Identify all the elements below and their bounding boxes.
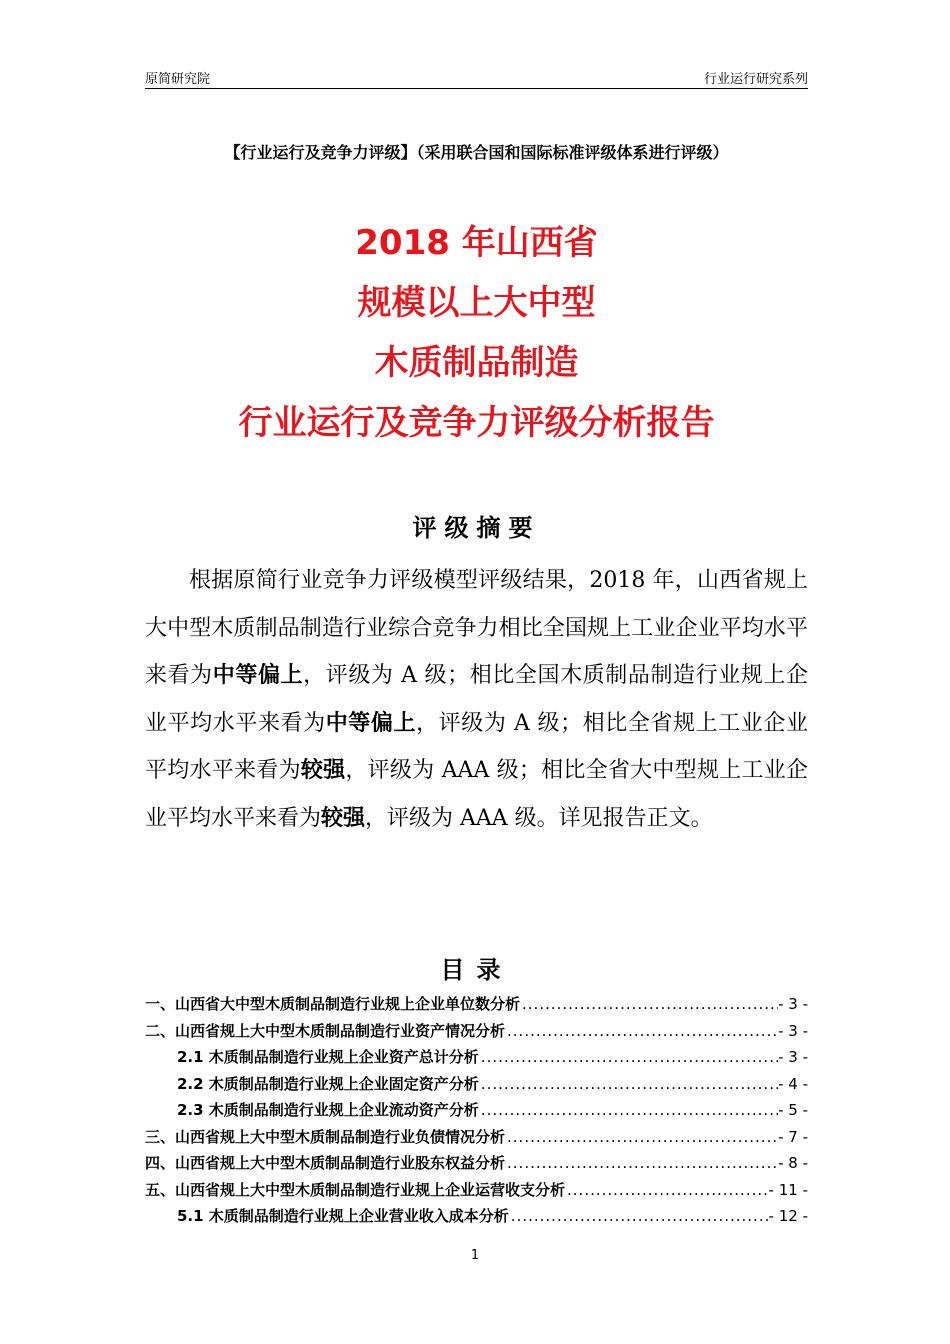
toc-item-page: - 5 - [778, 1101, 808, 1119]
toc-item-label: 2.2 木质制品制造行业规上企业固定资产分析 [177, 1074, 479, 1093]
toc-leader-dots [479, 1097, 778, 1124]
toc-item-page: - 8 - [778, 1154, 808, 1172]
page-header [145, 64, 808, 89]
toc-item-page: - 3 - [778, 1048, 808, 1066]
summary-heading: 评级摘要 [412, 514, 541, 542]
toc-item-label: 四、山西省规上大中型木质制品制造行业股东权益分析 [145, 1154, 506, 1172]
toc-item[interactable] [145, 1018, 808, 1045]
report-title [145, 218, 808, 458]
toc-leader-dots [479, 1044, 778, 1071]
toc-heading: 目录 [440, 956, 513, 984]
toc-item[interactable] [145, 1097, 808, 1124]
toc-leader-dots [505, 1150, 778, 1177]
summary-rating-2: 中等偏上 [325, 710, 417, 736]
toc-item-label: 二、山西省规上大中型木质制品制造行业资产情况分析 [145, 1021, 506, 1040]
header-org: 原简研究院 [145, 72, 211, 87]
toc-item[interactable] [145, 1071, 808, 1098]
toc-item-page: - 4 - [778, 1074, 808, 1093]
toc-item[interactable] [145, 1150, 808, 1177]
toc-item-page: - 3 - [778, 1021, 808, 1040]
summary-text-4: ，评级为 AAA 级；相比全省大中型规上工业企业平均水平来看为 [145, 758, 808, 831]
toc-item-label: 一、山西省大中型木质制品制造行业规上企业单位数分析 [145, 995, 521, 1013]
table-of-contents [145, 991, 808, 1230]
toc-item-label: 五、山西省规上大中型木质制品制造行业规上企业运营收支分析 [145, 1180, 566, 1199]
toc-item-label: 5.1 木质制品制造行业规上企业营业收入成本分析 [177, 1207, 509, 1225]
summary-text-1: 根据原简行业竞争力评级模型评级结果，2018 年，山西省规上大中型木质制品制造行业综合竞争力相比全国规上工业企业平均水平来看为 [145, 568, 808, 688]
toc-item[interactable] [145, 991, 808, 1018]
toc-leader-dots [509, 1203, 769, 1230]
toc-item[interactable] [145, 1177, 808, 1204]
summary-text-2: ，评级为 A 级；相比全国木质制品制造行业规上企业平均水平来看为 [145, 663, 808, 736]
toc-item-label: 2.1 木质制品制造行业规上企业资产总计分析 [177, 1048, 479, 1066]
summary-rating-4: 较强 [321, 805, 366, 831]
summary-text-5: ，评级为 AAA 级。详见报告正文。 [365, 805, 713, 831]
summary-text-3: ，评级为 A 级；相比全省规上工业企业平均水平来看为 [145, 710, 808, 783]
toc-leader-dots [565, 1177, 769, 1204]
summary-paragraph [145, 557, 808, 842]
header-series: 行业运行研究系列 [703, 72, 808, 87]
summary-rating-3: 较强 [300, 758, 346, 783]
toc-leader-dots [505, 1018, 778, 1045]
page-number: 1 [470, 1248, 480, 1263]
toc-leader-dots [505, 1124, 778, 1151]
report-tagline: 【行业运行及竞争力评级】（采用联合国和国际标准评级体系进行评级） [224, 143, 729, 162]
toc-item-page: - 12 - [768, 1207, 808, 1225]
toc-item-page: - 11 - [768, 1180, 808, 1199]
toc-item-label: 2.3 木质制品制造行业规上企业流动资产分析 [177, 1101, 479, 1119]
toc-item[interactable] [145, 1203, 808, 1230]
title-line-2: 规模以上大中型 [357, 283, 596, 323]
title-line-3: 木质制品制造 [374, 343, 579, 383]
toc-item[interactable] [145, 1044, 808, 1071]
toc-item-label: 三、山西省规上大中型木质制品制造行业负债情况分析 [145, 1127, 506, 1146]
title-line-4: 行业运行及竞争力评级分析报告 [238, 403, 715, 443]
toc-leader-dots [520, 991, 778, 1018]
toc-item-page: - 7 - [778, 1127, 808, 1146]
title-line-1: 2018 年山西省 [355, 223, 598, 263]
toc-leader-dots [479, 1071, 778, 1098]
summary-rating-1: 中等偏上 [212, 663, 304, 688]
toc-item[interactable] [145, 1124, 808, 1151]
toc-item-page: - 3 - [778, 995, 808, 1013]
